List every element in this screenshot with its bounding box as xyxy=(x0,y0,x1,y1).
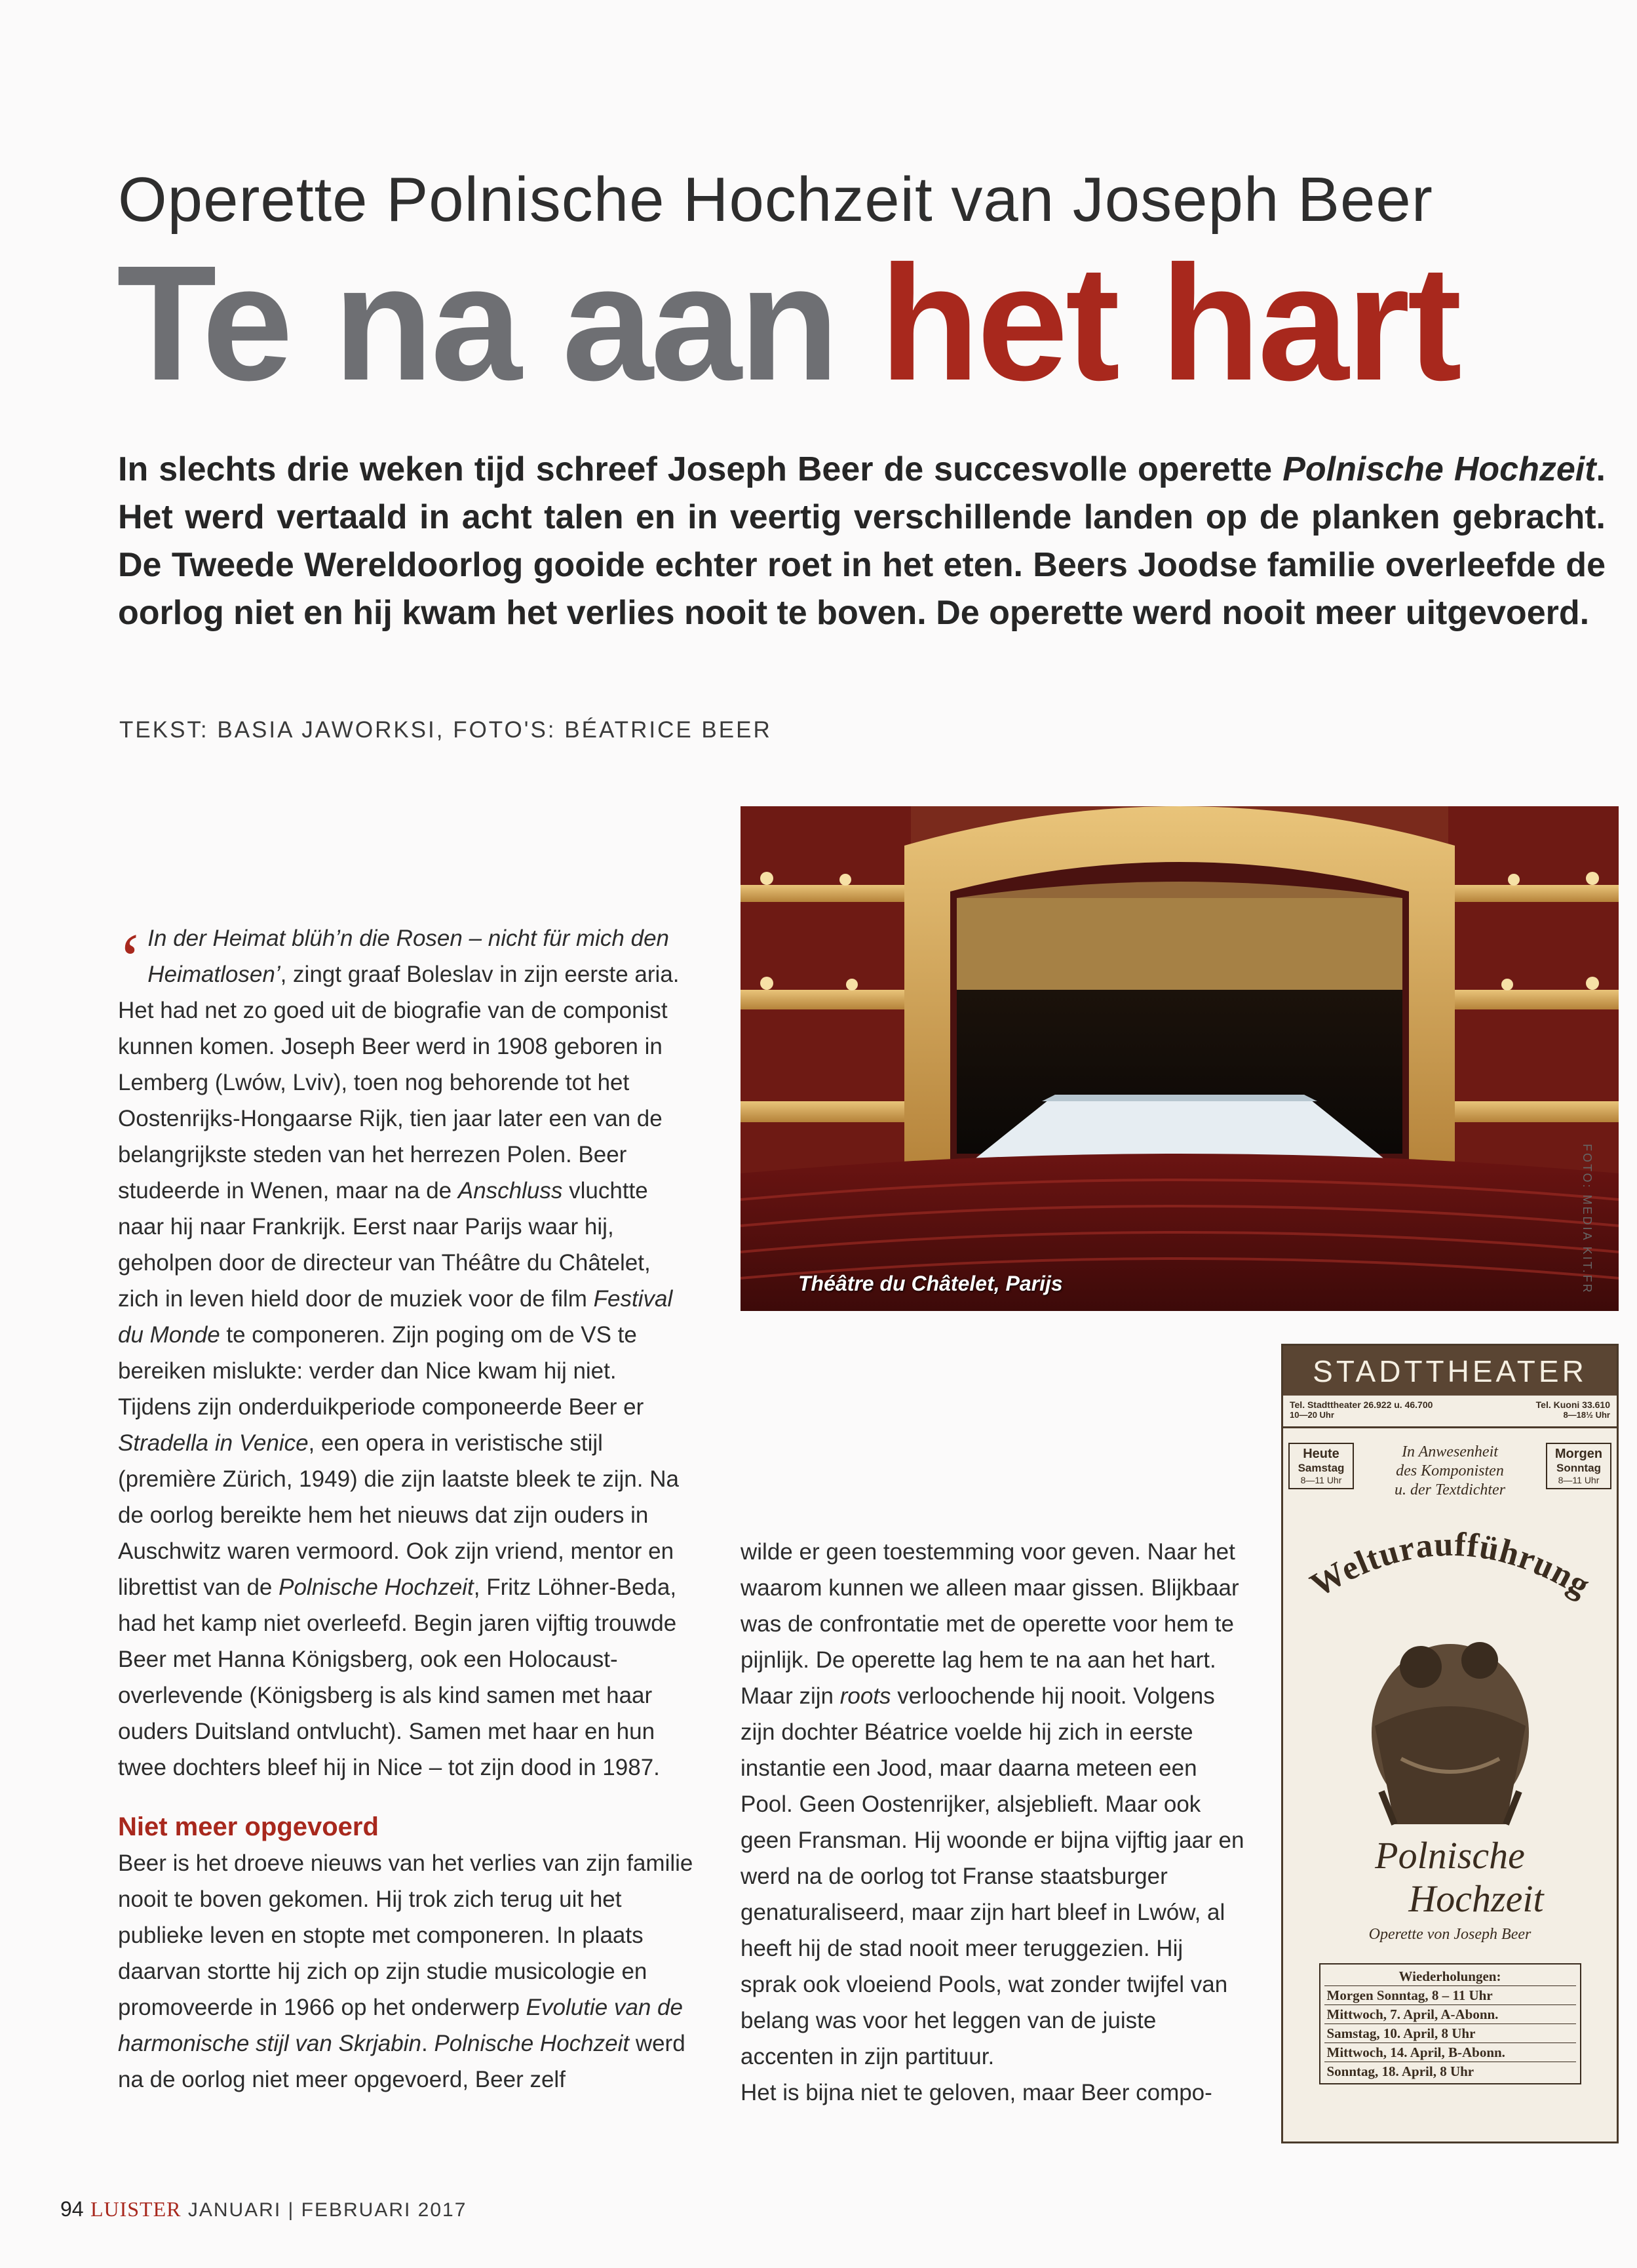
poster-box-line: Morgen xyxy=(1554,1447,1603,1461)
intro-text-b: . Het werd vertaald in acht talen en in veertig verschillende landen op de planken gebracht. De Tweede Wereldoorlog gooide echter roet in het eten. Beers Joodse familie overleefde de oorlog niet en hij kwam het verlies nooit te boven. De operette werd nooit meer uitgevoerd. xyxy=(118,450,1606,632)
poster-arc-text: Welturaufführung xyxy=(1304,1525,1597,1605)
paragraph-text: te componeren. Zijn poging om de VS te bereiken mislukte: verder dan Nice kwam hij niet. Tijdens zijn onderduikperiode componeerde Beer er xyxy=(118,1322,644,1420)
article-column-1 xyxy=(118,920,695,2098)
article-column-2 xyxy=(741,1534,1245,2111)
poster-title-line: Hochzeit xyxy=(1408,1877,1544,1920)
poster-repeat-line: Mittwoch, 7. April, A-Abonn. xyxy=(1324,2004,1576,2024)
article-intro xyxy=(118,446,1606,637)
intro-opera-title: Polnische Hochzeit xyxy=(1282,450,1596,488)
paragraph-text: vluchtte naar hij naar Frankrijk. Eerst naar Parijs waar hij, geholpen door de directeur van Théâtre du Châtelet, zich in leven hield door de muziek voor de film xyxy=(118,1178,651,1312)
dancers-illustration xyxy=(1283,1628,1617,1831)
poster-header: STADTTHEATER xyxy=(1283,1346,1617,1396)
poster-tel-right-hours: 8—18½ Uhr xyxy=(1563,1410,1610,1420)
paragraph-text: verloochende hij nooit. Volgens zijn dochter Béatrice voelde hij zich in eerste instantie een Jood, maar daarna meteen een Pool. Geen Oostenrijker, alsjeblieft. Maar ook geen Fransman. Hij woonde er bijna vijftig jaar en werd na de oorlog tot Franse staatsburger genaturaliseerd, maar zijn hart bleef in Lwów, al heeft hij de stad nooit meer teruggezien. Hij sprak ook vloeiend Pools, wat zonder twijfel van belang was voor het leggen van de juiste accenten in zijn partituur. xyxy=(741,1683,1244,2069)
poster-tel-right: Tel. Kuoni 33.610 xyxy=(1535,1399,1610,1410)
poster-note-line: u. der Textdichter xyxy=(1394,1481,1506,1498)
section-heading: Niet meer opgevoerd xyxy=(118,1812,379,1841)
poster-tel-left-hours: 10—20 Uhr xyxy=(1290,1410,1334,1420)
intro-text-a: In slechts drie weken tijd schreef Joseph Beer de succesvolle operette xyxy=(118,450,1283,488)
poster-note-line: In Anwesenheit xyxy=(1402,1443,1498,1460)
vintage-poster xyxy=(1281,1344,1619,2143)
paragraph: Het is bijna niet te geloven, maar Beer compo- xyxy=(741,2080,1212,2105)
poster-note-line: des Komponisten xyxy=(1396,1462,1504,1479)
photo-credit: FOTO: MEDIA KIT.FR xyxy=(1581,1144,1594,1295)
emphasis-text: Evolutie van de harmonische stijl van Skrjabin xyxy=(118,1995,683,2056)
headline-red-part: het hart xyxy=(879,231,1459,414)
poster-repeat-line: Samstag, 10. April, 8 Uhr xyxy=(1324,2024,1576,2043)
emphasis-text: Polnische Hochzeit xyxy=(279,1574,474,1600)
poster-telephone-row xyxy=(1283,1396,1617,1420)
emphasis-text: Festival du Monde xyxy=(118,1286,673,1348)
poster-date-row xyxy=(1283,1428,1617,1500)
page-footer xyxy=(60,2197,467,2221)
poster-premiere-arc xyxy=(1283,1500,1617,1624)
poster-today-box xyxy=(1288,1443,1354,1489)
paragraph-text: . xyxy=(421,2031,434,2056)
opening-quote: In der Heimat blüh’n die Rosen – nicht für mich den Heimatlosen’ xyxy=(147,926,669,987)
poster-attendance-note xyxy=(1368,1443,1532,1500)
poster-box-line: Samstag xyxy=(1298,1462,1345,1474)
paragraph-text: , zingt graaf Boleslav in zijn eerste aria. Het had net zo goed uit de biografie van de componist kunnen komen. Joseph Beer werd in 1908 geboren in Lemberg (Lwów, Lviv), toen nog behorende tot het Oostenrijks-Hongaarse Rijk, tien jaar later een van de belangrijkste steden van het herrezen Polen. Beer studeerde in Wenen, maar na de xyxy=(118,962,680,1203)
emphasis-text: Polnische Hochzeit xyxy=(434,2031,630,2056)
poster-repeat-line: Morgen Sonntag, 8 – 11 Uhr xyxy=(1324,1985,1576,2004)
paragraph-text: werd na de oorlog niet meer opgevoerd, Beer zelf xyxy=(118,2031,685,2092)
poster-repeat-line: Sonntag, 18. April, 8 Uhr xyxy=(1324,2062,1576,2081)
article-headline xyxy=(117,231,1591,414)
emphasis-text: Stradella in Venice xyxy=(118,1430,309,1456)
issue-label: JANUARI | FEBRUARI 2017 xyxy=(187,2199,467,2221)
article-credits: TEKST: BASIA JAWORKSI, FOTO'S: BÉATRICE BEER xyxy=(119,717,772,743)
poster-subline: Operette von Joseph Beer xyxy=(1368,1926,1531,1943)
drop-quote: ‘ xyxy=(118,919,143,1000)
paragraph-text: , een opera in veristische stijl (première Zürich, 1949) die zijn laatste bleek te zijn. Na de oorlog bereikte hem het nieuws dat zijn ouders in Auschwitz waren vermoord. Ook zijn vriend, mentor en librettist van de xyxy=(118,1430,679,1600)
paragraph: wilde er geen toestemming voor geven. Naar het waarom kunnen we alleen maar gissen. Blijkbaar was de confrontatie met de operette voor hem te pijnlijk. De operette lag hem te na aan het hart. xyxy=(741,1539,1239,1673)
headline-grey-part: Te na aan xyxy=(117,231,880,414)
emphasis-text: Anschluss xyxy=(457,1178,563,1203)
page-number: 94 xyxy=(60,2197,84,2221)
poster-box-line: Heute xyxy=(1303,1447,1339,1461)
poster-title xyxy=(1283,1834,1617,1921)
poster-box-line: 8—11 Uhr xyxy=(1558,1475,1600,1485)
poster-tomorrow-box xyxy=(1546,1443,1611,1489)
emphasis-text: roots xyxy=(839,1683,891,1709)
poster-box-line: 8—11 Uhr xyxy=(1300,1475,1342,1485)
paragraph-text: Maar zijn xyxy=(741,1683,840,1709)
magazine-name: LUISTER xyxy=(90,2197,182,2221)
poster-tel-left: Tel. Stadttheater 26.922 u. 46.700 xyxy=(1290,1399,1433,1410)
paragraph-text: , Fritz Löhner-Beda, had het kamp niet overleefd. Begin jaren vijftig trouwde Beer met Hanna Königsberg, ook een Holocaust-overlevende (Königsberg is als kind samen met haar ouders Duitsland ontvlucht). Samen met haar en hun twee dochters bleef hij in Nice – tot zijn dood in 1987. xyxy=(118,1574,677,1780)
photo-caption: Théâtre du Châtelet, Parijs xyxy=(798,1272,1063,1295)
paragraph-text: Beer is het droeve nieuws van het verlies van zijn familie nooit te boven gekomen. Hij trok zich terug uit het publieke leven en stopte met componeren. In plaats daarvan stortte hij zich op zijn studie musicologie en promoveerde in 1966 op het onderwerp xyxy=(118,1850,693,2020)
poster-box-line: Sonntag xyxy=(1556,1462,1601,1474)
poster-repeat-line: Mittwoch, 14. April, B-Abonn. xyxy=(1324,2043,1576,2062)
svg-text:Welturaufführung xyxy=(1304,1526,1596,1605)
poster-repeats xyxy=(1319,1963,1581,2084)
theatre-photo xyxy=(741,806,1619,1311)
theatre-interior-illustration xyxy=(741,806,1619,1311)
poster-repeats-heading: Wiederholungen: xyxy=(1398,1968,1501,1984)
poster-title-line: Polnische xyxy=(1375,1834,1525,1877)
article-subtitle: Operette Polnische Hochzeit van Joseph Beer xyxy=(118,165,1433,235)
